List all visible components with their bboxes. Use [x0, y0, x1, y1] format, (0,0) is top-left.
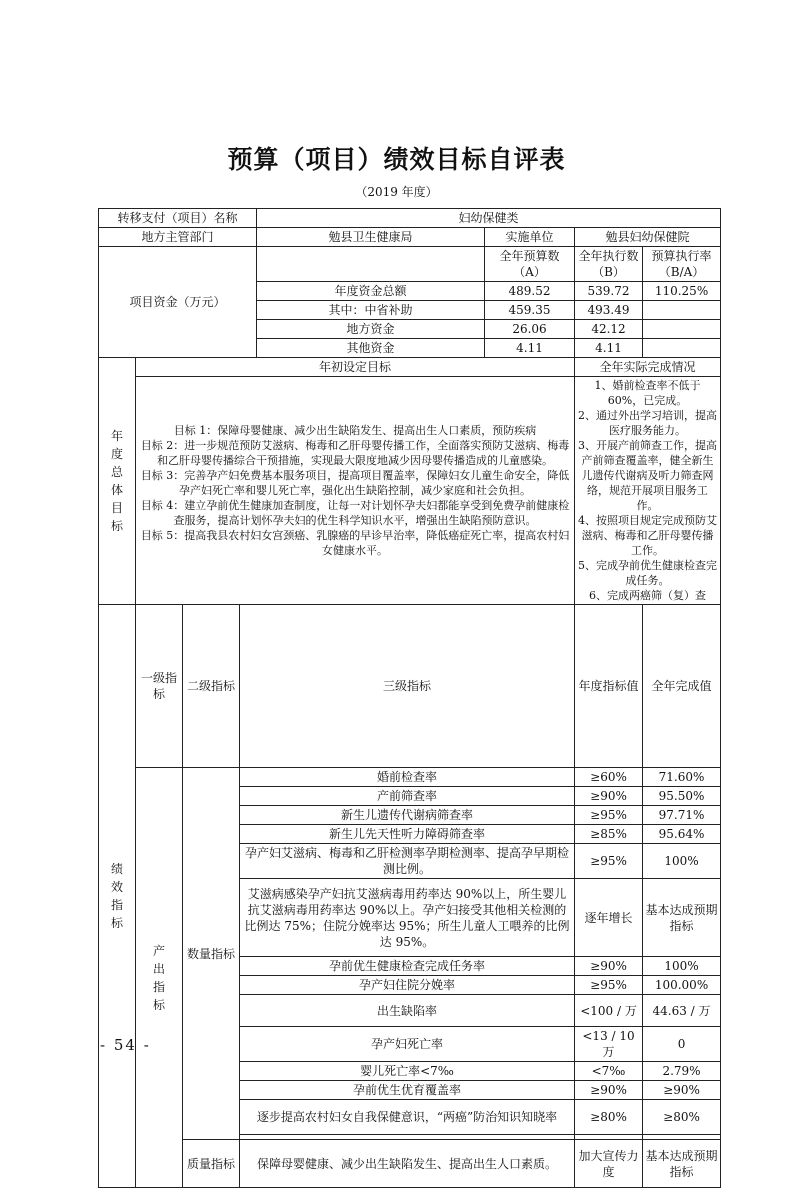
page-number: - 54 -: [100, 1036, 151, 1054]
quantity-label: 数量指标: [183, 768, 240, 1140]
impl-label: 实施单位: [485, 228, 575, 247]
indicator-row: [99, 768, 721, 787]
indicator-name: 孕产妇艾滋病、梅毒和乙肝检测率孕期检测率、提高孕早期检测比例。: [240, 844, 575, 879]
indicator-actual: 基本达成预期指标: [643, 879, 721, 957]
funds-row-label: 年度资金总额: [257, 282, 485, 301]
indicator-target: ≥95%: [575, 806, 643, 825]
funds-row-rate: [643, 339, 721, 358]
dept-row: [99, 228, 721, 247]
goals-done-text: [575, 377, 721, 605]
indicator-target: ≥90%: [575, 957, 643, 976]
goal-item: 目标 5：提高我县农村妇女宫颈癌、乳腺癌的早诊早治率，降低癌症死亡率，提高农村妇女健康水平。: [140, 529, 570, 557]
indicator-actual: 0: [643, 1027, 721, 1062]
funds-row-b: 42.12: [575, 320, 643, 339]
indicator-row: [99, 1140, 721, 1188]
indicator-actual: 44.63 / 万: [643, 995, 721, 1027]
indicators-side-label: 绩效指标: [99, 605, 136, 1188]
funds-row-label: 其他资金: [257, 339, 485, 358]
done-item: 2、通过外出学习培训，提高医疗服务能力。: [578, 409, 718, 437]
performance-table: [98, 208, 721, 1188]
goals-set-header: 年初设定目标: [136, 358, 575, 377]
indicator-actual: 基本达成预期指标: [643, 1140, 721, 1188]
funds-row-b: 493.49: [575, 301, 643, 320]
indicator-name: 孕产妇死亡率: [240, 1027, 575, 1062]
indicator-name: 保障母婴健康、减少出生缺陷发生、提高出生人口素质。: [240, 1140, 575, 1188]
indicator-actual: ≥90%: [643, 1081, 721, 1100]
done-item: 4、按照项目规定完成预防艾滋病、梅毒和乙肝母婴传播工作。: [578, 514, 718, 557]
goals-side-label: 年度总体目标: [99, 358, 136, 605]
project-row: [99, 209, 721, 228]
dept-label: 地方主管部门: [99, 228, 257, 247]
funds-row-a: 26.06: [485, 320, 575, 339]
indicator-target: ≥85%: [575, 825, 643, 844]
goal-item: 目标 1：保障母婴健康、减少出生缺陷发生、提高出生人口素质，预防疾病: [173, 424, 537, 437]
funds-row-b: 539.72: [575, 282, 643, 301]
indicator-target: ≥60%: [575, 768, 643, 787]
goals-header-row: [99, 358, 721, 377]
indicator-actual: 100%: [643, 957, 721, 976]
funds-row-rate: [643, 301, 721, 320]
funds-row-rate: [643, 320, 721, 339]
project-label: 转移支付（项目）名称: [99, 209, 257, 228]
indicator-name: 艾滋病感染孕产妇抗艾滋病毒用药率达 90%以上，所生婴儿抗艾滋病毒用药率达 90%以上。孕产妇接受其他相关检测的比例达 75%；住院分娩率达 95%；所生儿童人工喂养的比例达 95%。: [240, 879, 575, 957]
done-item: 1、婚前检查率不低于 60%，已完成。: [594, 379, 701, 407]
indicator-target: ≥80%: [575, 1100, 643, 1135]
indicator-target: 加大宣传力度: [575, 1140, 643, 1188]
funds-row-a: 489.52: [485, 282, 575, 301]
indicator-name: 新生儿先天性听力障碍筛查率: [240, 825, 575, 844]
page-title: 预算（项目）绩效目标自评表: [227, 145, 566, 174]
indicator-actual: 100.00%: [643, 976, 721, 995]
indicator-target: ≥95%: [575, 844, 643, 879]
funds-row-label: 其中：中省补助: [257, 301, 485, 320]
done-item: 5、完成孕前优生健康检查完成任务。: [578, 559, 718, 587]
goal-item: 目标 2：进一步规范预防艾滋病、梅毒和乙肝母婴传播工作，全面落实预防艾滋病、梅毒和乙肝母婴传播综合干预措施，实现最大限度地减少因母婴传播造成的儿童感染。: [140, 439, 570, 467]
dept-value: 勉县卫生健康局: [257, 228, 485, 247]
indicator-target: 逐年增长: [575, 879, 643, 957]
goals-done-header: 全年实际完成情况: [575, 358, 721, 377]
goals-set-text: [136, 377, 575, 605]
funds-header-rate: 预算执行率（B/A）: [643, 247, 721, 282]
funds-header-a: 全年预算数（A）: [485, 247, 575, 282]
indicator-target: ≥95%: [575, 976, 643, 995]
funds-row-label: 地方资金: [257, 320, 485, 339]
indicator-actual: ≥80%: [643, 1100, 721, 1135]
indicator-actual: 71.60%: [643, 768, 721, 787]
indicator-name: 孕产妇住院分娩率: [240, 976, 575, 995]
indicator-name: 产前筛查率: [240, 787, 575, 806]
funds-row-a: 4.11: [485, 339, 575, 358]
indicator-actual: 95.50%: [643, 787, 721, 806]
funds-row-a: 459.35: [485, 301, 575, 320]
done-item: 3、开展产前筛查工作，提高产前筛查覆盖率，健全新生儿遗传代谢病及听力筛查网络，规范开展项目服务工作。: [578, 439, 718, 512]
indicator-target: ≥90%: [575, 787, 643, 806]
indicator-target: <100 / 万: [575, 995, 643, 1027]
project-value: 妇幼保健类: [257, 209, 721, 228]
funds-header-row: [99, 247, 721, 282]
done-item: 6、完成两癌筛（复）查: [589, 589, 707, 602]
indicator-header: 年度指标值: [575, 605, 643, 768]
quality-label: 质量指标: [183, 1140, 240, 1188]
indicator-name: 逐步提高农村妇女自我保健意识，“两癌”防治知识知晓率: [240, 1100, 575, 1135]
indicator-target: <13 / 10 万: [575, 1027, 643, 1062]
indicator-actual: 2.79%: [643, 1062, 721, 1081]
goals-body-row: [99, 377, 721, 605]
indicator-header-row: [99, 605, 721, 768]
indicator-name: 孕前优生优育覆盖率: [240, 1081, 575, 1100]
impl-value: 勉县妇幼保健院: [575, 228, 721, 247]
indicator-actual: 95.64%: [643, 825, 721, 844]
indicator-name: 婴儿死亡率<7‰: [240, 1062, 575, 1081]
indicator-target: <7‰: [575, 1062, 643, 1081]
indicator-name: 出生缺陷率: [240, 995, 575, 1027]
goal-item: 目标 3：完善孕产妇免费基本服务项目，提高项目覆盖率，保障妇女儿童生命安全，降低孕产妇死亡率和婴儿死亡率，强化出生缺陷控制，减少家庭和社会负担。: [140, 469, 570, 497]
funds-row-b: 4.11: [575, 339, 643, 358]
indicator-target: ≥90%: [575, 1081, 643, 1100]
level1-label: 产出指标: [136, 768, 183, 1188]
indicator-name: 新生儿遗传代谢病筛查率: [240, 806, 575, 825]
goal-item: 目标 4：建立孕前优生健康加查制度，让每一对计划怀孕夫妇都能享受到免费孕前健康检查服务，提高计划怀孕夫妇的优生科学知识水平，增强出生缺陷预防意识。: [140, 499, 570, 527]
indicator-actual: 97.71%: [643, 806, 721, 825]
indicator-actual: 100%: [643, 844, 721, 879]
funds-header-b: 全年执行数（B）: [575, 247, 643, 282]
funds-row-rate: 110.25%: [643, 282, 721, 301]
indicator-header: 一级指标: [136, 605, 183, 768]
indicator-header: 全年完成值: [643, 605, 721, 768]
indicator-name: 孕前优生健康检查完成任务率: [240, 957, 575, 976]
indicator-header: 三级指标: [240, 605, 575, 768]
funds-label: 项目资金（万元）: [99, 247, 257, 358]
year-subtitle: （2019 年度）: [355, 185, 438, 199]
indicator-name: 婚前检查率: [240, 768, 575, 787]
indicator-header: 二级指标: [183, 605, 240, 768]
